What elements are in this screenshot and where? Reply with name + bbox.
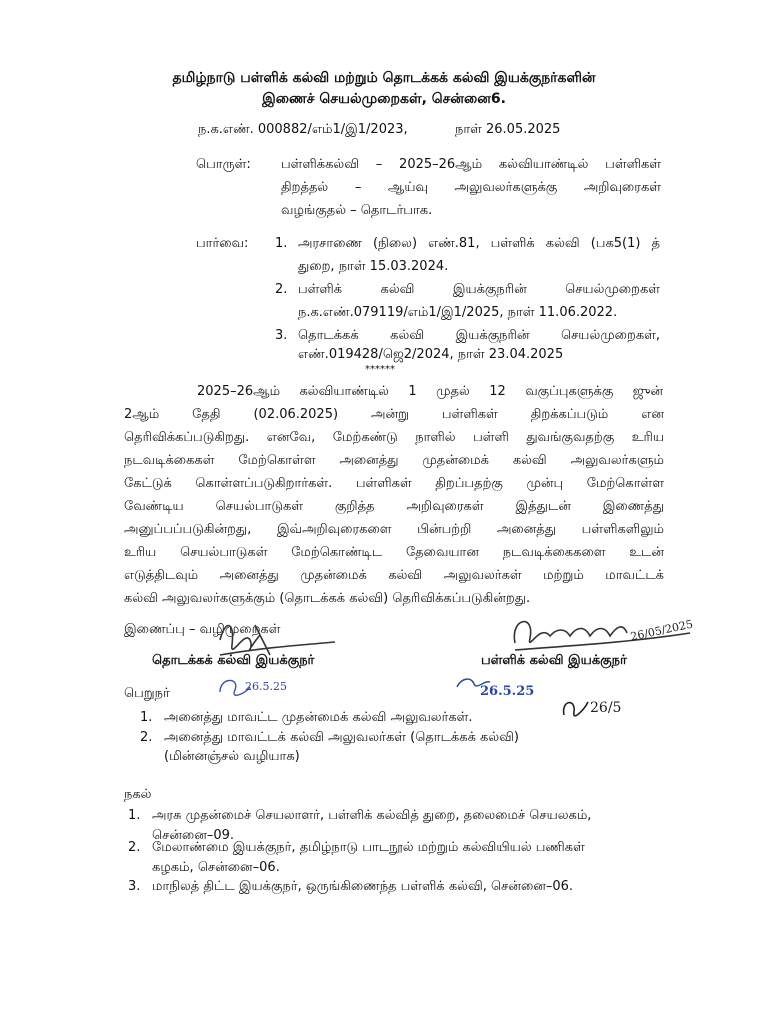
body-line-3: தெரிவிக்கப்படுகிறது. எனவே, மேற்கண்டு நாளில் பள்ளி துவங்குவதற்கு உரிய bbox=[124, 430, 664, 445]
reference-1-line-2: துறை, நாள் 15.03.2024. bbox=[298, 259, 449, 274]
handwritten-note: 26/5 bbox=[590, 700, 622, 716]
separator-stars: ****** bbox=[365, 364, 395, 375]
subject-label: பொருள்: bbox=[196, 157, 251, 172]
copy-2-number: 2. bbox=[128, 840, 141, 855]
copy-1-line-1: அரசு முதன்மைச் செயலாளர், பள்ளிக் கல்வித் துறை, தலைமைச் செயலகம், bbox=[152, 808, 592, 823]
reference-3-number: 3. bbox=[275, 328, 288, 343]
references-label: பார்வை: bbox=[196, 236, 249, 251]
copy-3-number: 3. bbox=[128, 879, 141, 894]
body-line-6: வேண்டிய செயல்பாடுகள் குறித்த அறிவுரைகள் இத்துடன் இணைத்து bbox=[124, 499, 664, 514]
copy-1-line-2: சென்னை–09. bbox=[152, 828, 235, 843]
body-line-9: எடுத்திடவும் அனைத்து முதன்மைக் கல்வி அலுவலர்கள் மற்றும் மாவட்டக் bbox=[124, 568, 664, 583]
copy-3-line: மாநிலத் திட்ட இயக்குநர், ஒருங்கிணைந்த பள்ளிக் கல்வி, சென்னை–06. bbox=[152, 879, 574, 894]
header-title-line1: தமிழ்நாடு பள்ளிக் கல்வி மற்றும் தொடக்கக் கல்வி இயக்குநர்களின் bbox=[172, 70, 596, 86]
enclosure-note: இணைப்பு – வழிமுறைகள் bbox=[124, 622, 281, 637]
copy-1-number: 1. bbox=[128, 808, 141, 823]
body-line-4: நடவடிக்கைகள் மேற்கொள்ள அனைத்து முதன்மைக் கல்வி அலுவலர்களும் bbox=[124, 453, 664, 468]
recipient-1-number: 1. bbox=[140, 710, 153, 725]
reference-2-line-1: பள்ளிக் கல்வி இயக்குநரின் செயல்முறைகள் bbox=[298, 282, 660, 297]
recipient-2-number: 2. bbox=[140, 730, 153, 745]
subject-line-2: திறத்தல் – ஆய்வு அலுவலர்களுக்கு அறிவுரைகள் bbox=[281, 180, 661, 195]
handwritten-signature-date: 26/05/2025 bbox=[629, 617, 695, 644]
recipient-2-line-1: அனைத்து மாவட்டக் கல்வி அலுவலர்கள் (தொடக்கக் கல்வி) bbox=[164, 730, 519, 745]
reference-3-line-2: எண்.019428/ஜெ2/2024, நாள் 23.04.2025 bbox=[298, 347, 564, 362]
reference-3-line-1: தொடக்கக் கல்வி இயக்குநரின் செயல்முறைகள், bbox=[298, 328, 660, 343]
reference-1-line-1: அரசாணை (நிலை) எண்.81, பள்ளிக் கல்வி (பக5(1) த் bbox=[298, 236, 660, 251]
body-line-1: 2025–26ஆம் கல்வியாண்டில் 1 முதல் 12 வகுப்புகளுக்கு ஜுன் bbox=[197, 384, 663, 399]
subject-line-1: பள்ளிக்கல்வி – 2025–26ஆம் கல்வியாண்டில் பள்ளிகள் bbox=[281, 157, 661, 172]
reference-1-number: 1. bbox=[275, 236, 288, 251]
recipient-1-line: அனைத்து மாவட்ட முதன்மைக் கல்வி அலுவலர்கள். bbox=[164, 710, 473, 725]
subject-line-3: வழங்குதல் – தொடர்பாக. bbox=[281, 203, 433, 218]
signatory-right: பள்ளிக் கல்வி இயக்குநர் bbox=[481, 653, 627, 668]
reference-date: நாள் 26.05.2025 bbox=[455, 122, 561, 137]
body-line-2: 2ஆம் தேதி (02.06.2025) அன்று பள்ளிகள் திறக்கப்படும் என bbox=[124, 407, 664, 422]
reference-2-number: 2. bbox=[275, 282, 288, 297]
recipient-2-line-2: (மின்னஞ்சல் வழியாக) bbox=[164, 749, 300, 764]
copy-2-line-1: மேலாண்மை இயக்குநர், தமிழ்நாடு பாடநூல் மற்றும் கல்வியியல் பணிகள் bbox=[152, 840, 585, 855]
body-line-7: அனுப்பப்படுகின்றது, இவ்அறிவுரைகளை பின்பற்றி அனைத்து பள்ளிகளிலும் bbox=[124, 522, 664, 537]
body-line-5: கேட்டுக் கொள்ளப்படுகிறார்கள். பள்ளிகள் திறப்பதற்கு முன்பு மேற்கொள்ள bbox=[124, 476, 664, 491]
copy-label: நகல் bbox=[124, 787, 152, 802]
reference-number: ந.க.எண். 000882/எம்1/இ1/2023, bbox=[198, 122, 408, 137]
copy-2-line-2: கழகம், சென்னை–06. bbox=[152, 860, 280, 875]
body-line-10: கல்வி அலுவலர்களுக்கும் (தொடக்கக் கல்வி) தெரிவிக்கப்படுகின்றது. bbox=[124, 591, 531, 606]
handwritten-date-center: 26.5.25 bbox=[480, 684, 535, 699]
header-title-line2: இணைச் செயல்முறைகள், சென்னை6. bbox=[262, 91, 506, 107]
reference-2-line-2: ந.க.எண்.079119/எம்1/இ1/2025, நாள் 11.06.2022. bbox=[298, 305, 618, 320]
body-line-8: உரிய செயல்பாடுகள் மேற்கொண்டிட தேவையான நடவடிக்கைகளை உடன் bbox=[124, 545, 664, 560]
signatory-left: தொடக்கக் கல்வி இயக்குநர் bbox=[152, 653, 315, 668]
recipients-label: பெறுநர் bbox=[124, 686, 170, 701]
handwritten-date-left: 26.5.25 bbox=[245, 680, 287, 693]
